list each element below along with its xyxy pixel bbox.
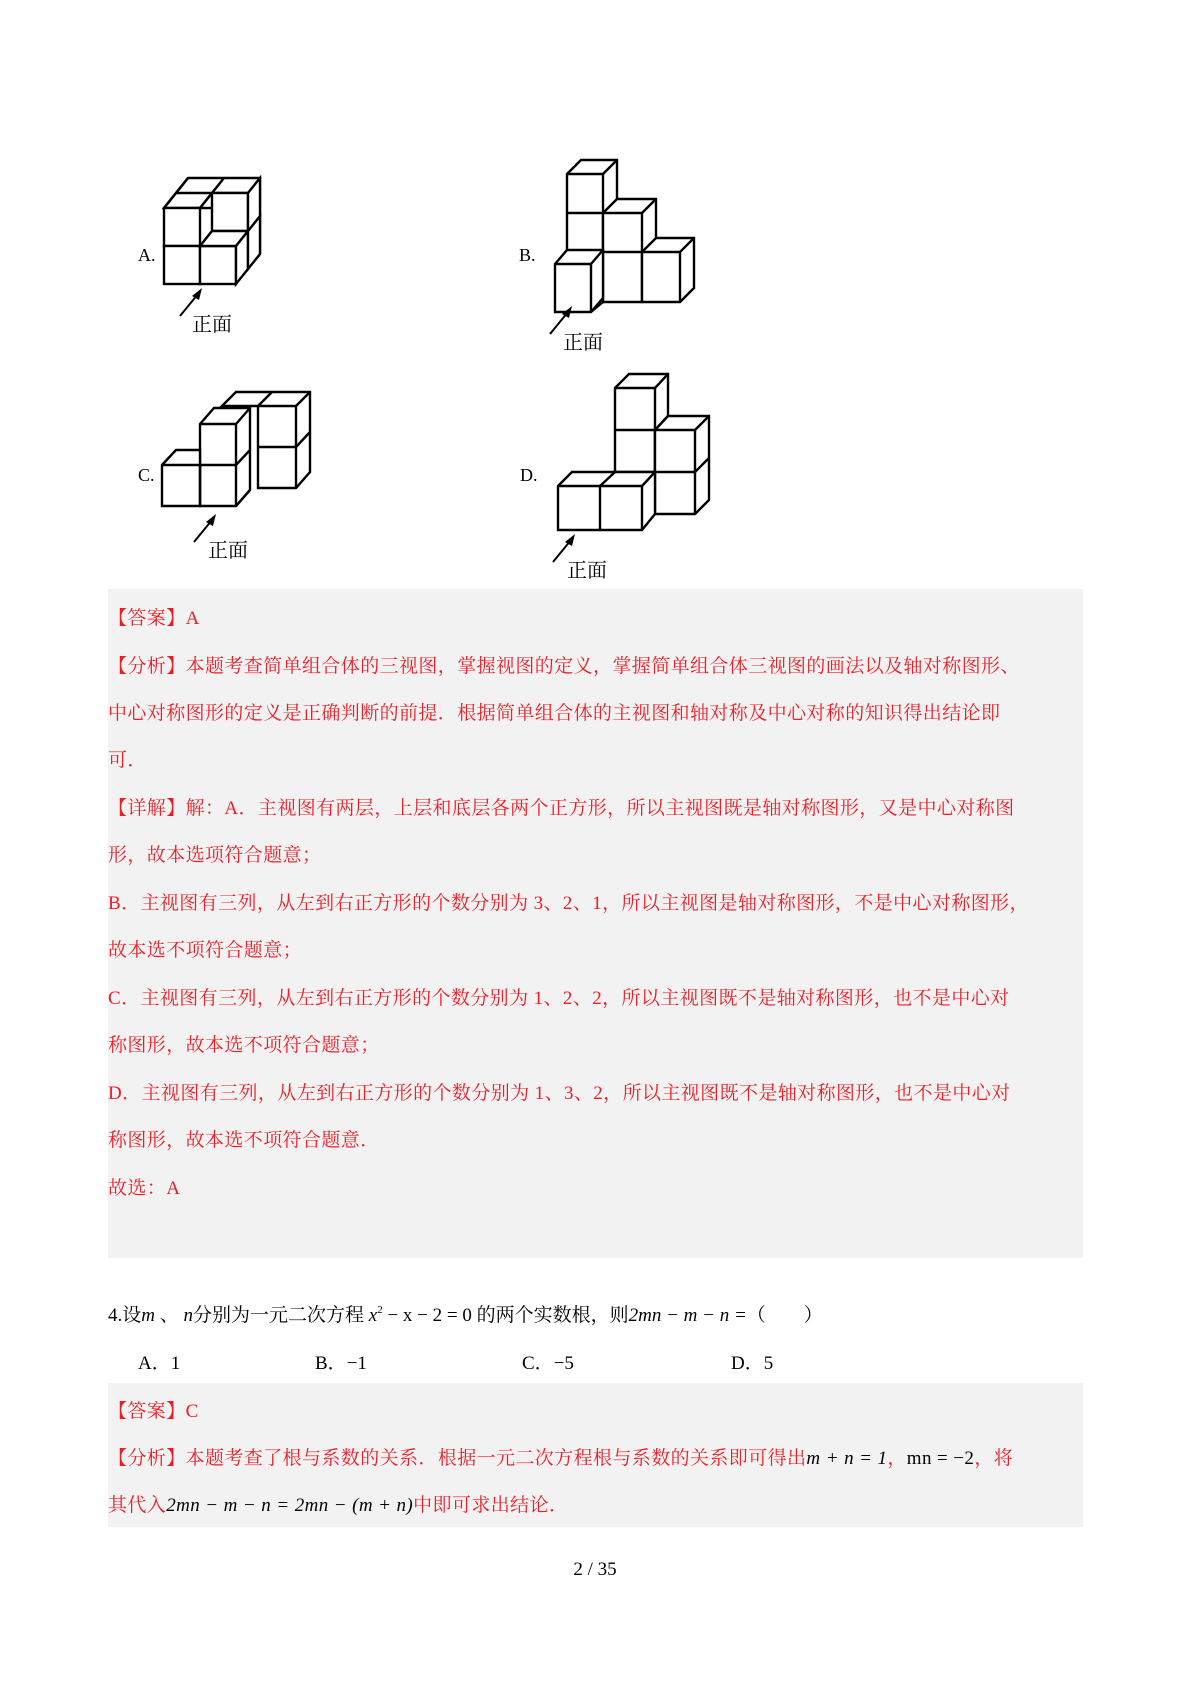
- expression: 2mn − m − n =: [628, 1305, 747, 1326]
- math-substitution: 2mn − m − n = 2mn − (m + n): [166, 1495, 414, 1516]
- q3-analysis-line-3: 可．: [108, 750, 147, 771]
- option-value: −5: [553, 1353, 574, 1374]
- eq-rest: − x − 2 = 0: [382, 1305, 472, 1326]
- option-label: D．: [731, 1353, 764, 1374]
- figure-a-face-label: 正面: [192, 314, 232, 336]
- figure-d-cubes: [558, 372, 718, 542]
- q3-detail-line-8: 称图形，故本选不项符合题意．: [108, 1130, 380, 1151]
- eq-x: x: [368, 1305, 378, 1326]
- option-value: −1: [346, 1353, 367, 1374]
- q3-detail-line-3: B．主视图有三列，从左到右正方形的个数分别为 3、2、1，所以主视图是轴对称图形，不是中心对称图形，: [108, 893, 1029, 914]
- analysis-tag: 【分析】: [108, 1448, 186, 1469]
- option-label: B．: [315, 1353, 347, 1374]
- option-b: [315, 1348, 367, 1375]
- q3-detail-line-1: [108, 793, 1015, 820]
- figure-b-label: B.: [519, 245, 536, 265]
- answer-value: A: [185, 608, 200, 629]
- analysis-text: 中即可求出结论．: [413, 1495, 569, 1516]
- q3-detail-line-2: 形，故本选项符合题意；: [108, 845, 322, 866]
- answer-blank: （ ）: [746, 1305, 823, 1326]
- option-d: [731, 1348, 773, 1375]
- answer-tag: 【答案】: [108, 608, 186, 629]
- q3-solution-box: [108, 589, 1083, 1258]
- question-4-stem: [108, 1300, 823, 1327]
- q3-analysis-line-2: 中心对称图形的定义是正确判断的前提．根据简单组合体的主视图和轴对称及中心对称的知识得出结论即: [108, 703, 1001, 724]
- detail-tag: 【详解】: [108, 798, 186, 819]
- figure-b-face-label: 正面: [563, 332, 603, 354]
- stem-text-2: 的两个实数根，则: [476, 1305, 629, 1326]
- q4-analysis-line-2: [108, 1490, 568, 1517]
- page-number: 2 / 35: [573, 1559, 617, 1580]
- question-number: 4.设: [108, 1305, 142, 1326]
- figure-c-face-label: 正面: [208, 540, 248, 562]
- q3-answer-line: [108, 603, 200, 630]
- figure-d-face-label: 正面: [567, 560, 607, 582]
- q3-detail-line-4: 故本选不项符合题意；: [108, 940, 303, 961]
- figure-d-label: D.: [520, 465, 538, 485]
- option-label: A．: [138, 1353, 171, 1374]
- figure-a-label: A.: [138, 245, 156, 265]
- stem-text-1: 分别为一元二次方程: [193, 1305, 365, 1326]
- q3-detail-line-5: C．主视图有三列，从左到右正方形的个数分别为 1、2、2，所以主视图既不是轴对称图形，也不是中心对: [108, 988, 1010, 1009]
- option-value: 5: [763, 1353, 774, 1374]
- separator: 、: [159, 1305, 179, 1326]
- detail-text: 解：A．主视图有两层，上层和底层各两个正方形，所以主视图既是轴对称图形，又是中心对称图: [185, 798, 1015, 819]
- option-label: C．: [522, 1353, 554, 1374]
- q3-analysis-line-1: [108, 651, 1020, 678]
- punct: ，: [887, 1448, 907, 1469]
- analysis-text: 本题考查简单组合体的三视图，掌握视图的定义，掌握简单组合体三视图的画法以及轴对称图形、: [185, 656, 1020, 677]
- figure-c-label: C.: [138, 465, 155, 485]
- var-n: n: [183, 1305, 194, 1326]
- option-c: [522, 1348, 574, 1375]
- q3-detail-line-6: 称图形，故本选不项符合题意；: [108, 1035, 380, 1056]
- math-sum: m + n = 1: [806, 1448, 888, 1469]
- analysis-text: 本题考查了根与系数的关系．根据一元二次方程根与系数的关系即可得出: [185, 1448, 807, 1469]
- punct: ，将: [974, 1448, 1014, 1469]
- figure-b-cubes: [555, 158, 715, 328]
- figure-c-cubes: [162, 390, 322, 520]
- answer-value: C: [185, 1401, 199, 1422]
- q3-final-answer: 故选：A: [108, 1178, 181, 1199]
- q3-detail-line-7: D．主视图有三列，从左到右正方形的个数分别为 1、3、2，所以主视图既不是轴对称图形，也不是中心对: [108, 1083, 1011, 1104]
- q4-answer-line: [108, 1396, 199, 1423]
- analysis-tag: 【分析】: [108, 656, 186, 677]
- option-value: 1: [170, 1353, 181, 1374]
- answer-tag: 【答案】: [108, 1401, 186, 1422]
- eq-exponent: 2: [377, 1304, 383, 1316]
- math-product: mn = −2: [906, 1448, 975, 1469]
- q4-analysis-line-1: [108, 1443, 1013, 1470]
- analysis-text: 其代入: [108, 1495, 167, 1516]
- option-a: [138, 1348, 180, 1375]
- equation: [364, 1305, 477, 1326]
- var-m: m: [141, 1305, 155, 1326]
